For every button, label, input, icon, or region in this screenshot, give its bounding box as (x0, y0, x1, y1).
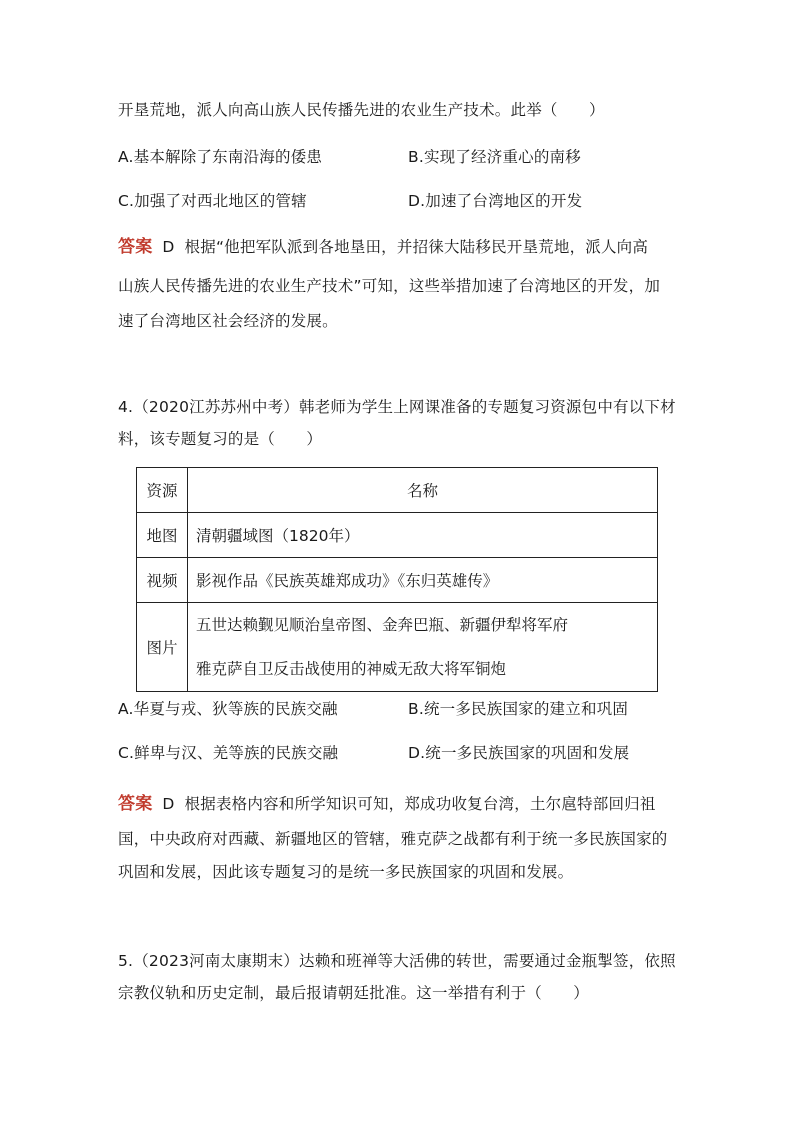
q5-stem-2: 宗教仪轨和历史定制，最后报请朝廷批准。这一举措有利于（ ） (118, 984, 590, 1002)
q3-explanation-3: 速了台湾地区社会经济的发展。 (118, 312, 338, 330)
q4-explanation-1: 根据表格内容和所学知识可知，郑成功收复台湾，土尔扈特部回归祖 (184, 795, 656, 813)
picture-line: 五世达赖觐见顺治皇帝图、金奔巴瓶、新疆伊犁将军府 (196, 616, 569, 634)
table-header-cell: 资源 (137, 468, 188, 513)
table-row (137, 603, 658, 692)
q4-explanation-3: 巩固和发展，因此该专题复习的是统一多民族国家的巩固和发展。 (118, 863, 574, 881)
answer-tag: 答案 (118, 794, 153, 814)
table-cell: 视频 (137, 558, 188, 603)
q4-stem-2: 料，该专题复习的是（ ） (118, 430, 323, 448)
q4-option-a[interactable]: A.华夏与戎、狄等族的民族交融 (118, 700, 338, 718)
answer-letter: D (162, 238, 175, 256)
q3-option-d[interactable]: D.加速了台湾地区的开发 (408, 192, 583, 210)
q4-stem-1: 4.（2020江苏苏州中考）韩老师为学生上网课准备的专题复习资源包中有以下材 (118, 398, 676, 416)
q4-option-d[interactable]: D.统一多民族国家的巩固和发展 (408, 744, 630, 762)
picture-line: 雅克萨自卫反击战使用的神威无敌大将军铜炮 (196, 660, 507, 678)
q3-explanation-1: 根据“他把军队派到各地垦田，并招徕大陆移民开垦荒地，派人向高 (184, 238, 649, 256)
answer-tag: 答案 (118, 237, 153, 257)
q4-answer-line-1 (118, 794, 656, 814)
table-cell: 清朝疆域图（1820年） (188, 513, 658, 558)
q3-option-c[interactable]: C.加强了对西北地区的管辖 (118, 192, 307, 210)
table-cell: 影视作品《民族英雄郑成功》《东归英雄传》 (188, 558, 658, 603)
q4-option-c[interactable]: C.鲜卑与汉、羌等族的民族交融 (118, 744, 339, 762)
resource-table (136, 467, 658, 692)
q3-answer-line-1 (118, 237, 648, 257)
q3-option-b[interactable]: B.实现了经济重心的南移 (408, 148, 581, 166)
q5-stem-1: 5.（2023河南太康期末）达赖和班禅等大活佛的转世，需要通过金瓶掣签，依照 (118, 952, 676, 970)
table-cell (188, 603, 658, 692)
q4-explanation-2: 国，中央政府对西藏、新疆地区的管辖，雅克萨之战都有利于统一多民族国家的 (118, 830, 668, 848)
table-row (137, 513, 658, 558)
answer-letter: D (162, 795, 175, 813)
q4-option-b[interactable]: B.统一多民族国家的建立和巩固 (408, 700, 629, 718)
table-row (137, 558, 658, 603)
table-header-cell: 名称 (188, 468, 658, 513)
table-cell: 图片 (137, 603, 188, 692)
q3-option-a[interactable]: A.基本解除了东南沿海的倭患 (118, 148, 323, 166)
table-header-row (137, 468, 658, 513)
q3-stem-tail: 开垦荒地，派人向高山族人民传播先进的农业生产技术。此举（ ） (118, 101, 605, 119)
table-cell: 地图 (137, 513, 188, 558)
q3-explanation-2: 山族人民传播先进的农业生产技术”可知，这些举措加速了台湾地区的开发，加 (118, 277, 661, 295)
